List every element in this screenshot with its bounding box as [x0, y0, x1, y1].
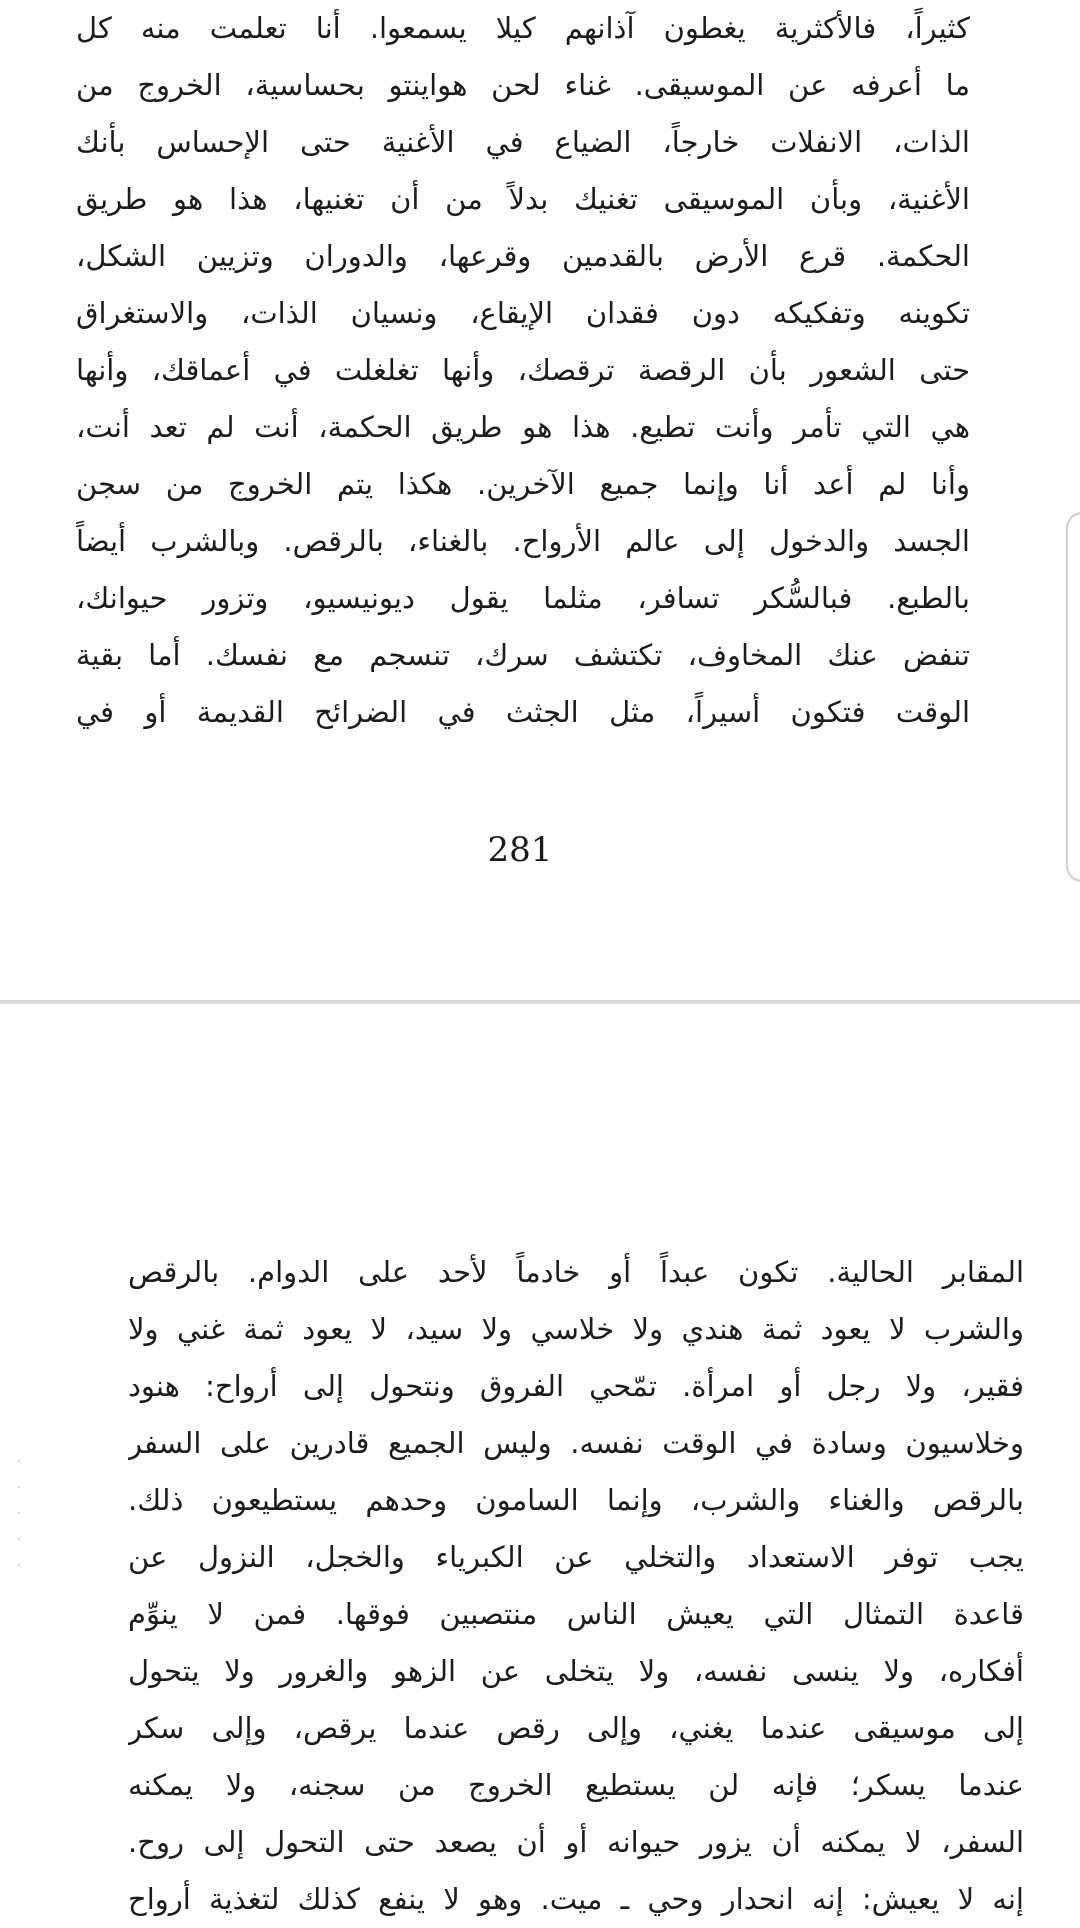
text-line: إنه لا يعيش: إنه انحدار وحي ـ ميت. وهو لا ينفع كذلك لتغذية أرواح	[128, 1882, 1024, 1916]
text-line: ما أعرفه عن الموسيقى. غناء لحن هواينتو بحساسية، الخروج من	[76, 68, 970, 102]
text-line: الجسد والدخول إلى عالم الأرواح. بالغناء، بالرقص. وبالشرب أيضاً	[76, 524, 970, 558]
text-line: أفكاره، ولا ينسى نفسه، ولا يتخلى عن الزهو والغرور ولا يتحول	[128, 1654, 1024, 1688]
scan-specks	[14, 1460, 26, 1570]
text-line: والشرب لا يعود ثمة هندي ولا خلاسي ولا سيد، لا يعود ثمة غني ولا	[128, 1312, 1024, 1346]
page-number: 281	[487, 830, 553, 870]
text-line: هي التي تأمر وأنت تطيع. هذا هو طريق الحكمة، أنت لم تعد أنت،	[76, 410, 970, 444]
text-line: بالرقص والغناء والشرب، وإنما السامون وحدهم يستطيعون ذلك.	[128, 1483, 1024, 1517]
text-line: الحكمة. قرع الأرض بالقدمين وقرعها، والدوران وتزيين الشكل،	[76, 239, 970, 273]
text-line: كثيراً، فالأكثرية يغطون آذانهم كيلا يسمعوا. أنا تعلمت منه كل	[76, 11, 970, 45]
text-line: عندما يسكر؛ فإنه لن يستطيع الخروج من سجنه، ولا يمكنه	[128, 1768, 1024, 1802]
text-line: حتى الشعور بأن الرقصة ترقصك، وأنها تغلغلت في أعماقك، وأنها	[76, 353, 970, 387]
text-line: تنفض عنك المخاوف، تكتشف سرك، تنسجم مع نفسك. أما بقية	[76, 638, 970, 672]
book-page-next	[0, 1004, 1080, 1920]
scroll-edge-handle[interactable]	[1066, 512, 1080, 882]
text-line: تكوينه وتفكيكه دون فقدان الإيقاع، ونسيان الذات، والاستغراق	[76, 296, 970, 330]
text-line: يجب توفر الاستعداد والتخلي عن الكبرياء والخجل، النزول عن	[128, 1540, 1024, 1574]
text-line: السفر، لا يمكنه أن يزور حيوانه أو أن يصعد حتى التحول إلى روح.	[128, 1825, 1024, 1859]
text-line: وخلاسيون وسادة في الوقت نفسه. وليس الجميع قادرين على السفر	[128, 1426, 1024, 1460]
text-line: الذات، الانفلات خارجاً، الضياع في الأغنية حتى الإحساس بأنك	[76, 125, 970, 159]
text-line: الأغنية، وبأن الموسيقى تغنيك بدلاً من أن تغنيها، هذا هو طريق	[76, 182, 970, 216]
text-line: بالطبع. فبالسُّكر تسافر، مثلما يقول ديونيسيو، وتزور حيوانك،	[76, 581, 970, 615]
text-line: المقابر الحالية. تكون عبداً أو خادماً لأحد على الدوام. بالرقص	[128, 1255, 1024, 1289]
text-line: وأنا لم أعد أنا وإنما جميع الآخرين. هكذا يتم الخروج من سجن	[76, 467, 970, 501]
page-next-text	[128, 1244, 1024, 1928]
text-line: قاعدة التمثال التي يعيش الناس منتصبين فوقها. فمن لا ينوِّم	[128, 1597, 1024, 1631]
text-line: الوقت فتكون أسيراً، مثل الجثث في الضرائح القديمة أو في	[76, 695, 970, 729]
text-line: إلى موسيقى عندما يغني، وإلى رقص عندما يرقص، وإلى سكر	[128, 1711, 1024, 1745]
text-line: فقير، ولا رجل أو امرأة. تمّحي الفروق ونتحول إلى أرواح: هنود	[128, 1369, 1024, 1403]
page-281-text	[76, 0, 970, 741]
